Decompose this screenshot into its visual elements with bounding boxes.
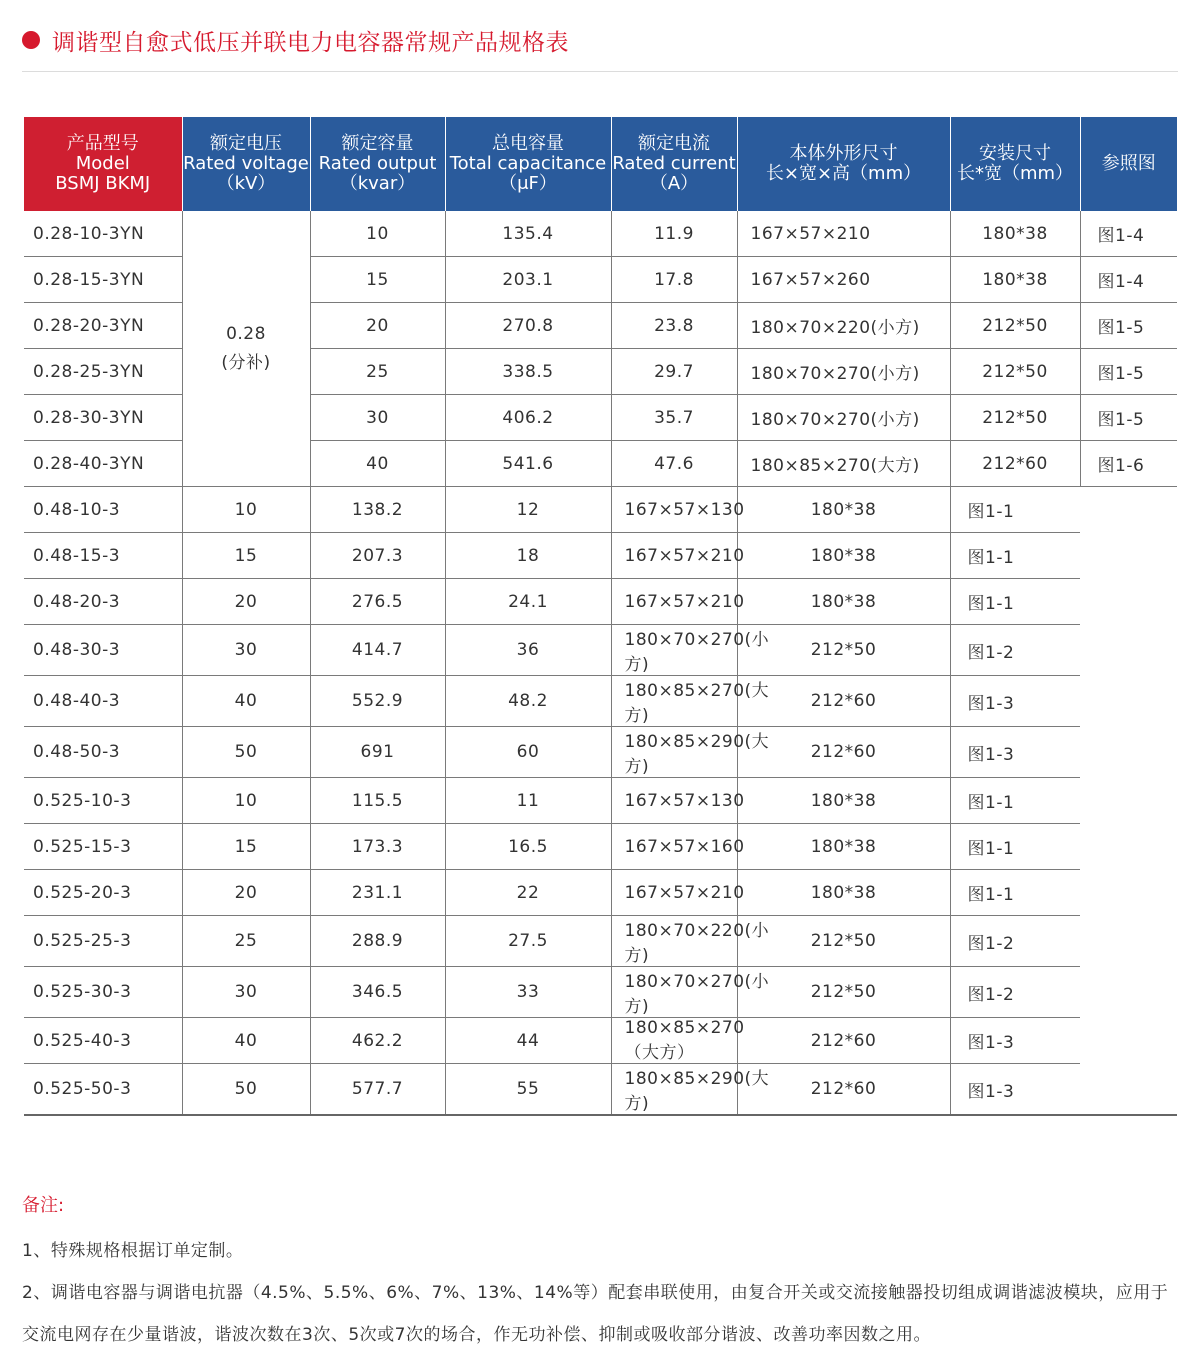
voltage-note: (分补) — [221, 352, 271, 373]
cell-total-capacitance: 173.3 — [310, 824, 445, 870]
table-body — [24, 211, 1177, 1115]
cell-install-size: 212*50 — [737, 625, 950, 676]
cell-ref-figure: 图1-1 — [950, 778, 1080, 824]
cell-body-size: 180×85×290(大方) — [611, 727, 737, 778]
cell-model: 0.28-25-3YN — [24, 349, 182, 395]
cell-rated-output: 25 — [310, 349, 445, 395]
cell-rated-current: 18 — [445, 533, 611, 579]
table-row — [24, 870, 1177, 916]
header-body-size: 本体外形尺寸 长×宽×高（mm） — [737, 117, 950, 211]
cell-rated-current: 17.8 — [611, 257, 737, 303]
cell-body-size: 180×70×270(小方) — [737, 395, 950, 441]
cell-rated-output: 20 — [182, 579, 310, 625]
cell-install-size: 180*38 — [950, 257, 1080, 303]
cell-body-size: 167×57×210 — [611, 579, 737, 625]
cell-model: 0.525-20-3 — [24, 870, 182, 916]
cell-install-size: 180*38 — [737, 824, 950, 870]
cell-rated-current: 48.2 — [445, 676, 611, 727]
cell-rated-current: 16.5 — [445, 824, 611, 870]
cell-body-size: 180×70×270(小方) — [611, 967, 737, 1018]
table-row — [24, 1064, 1177, 1116]
cell-model: 0.525-30-3 — [24, 967, 182, 1018]
cell-model: 0.525-40-3 — [24, 1018, 182, 1064]
cell-install-size: 180*38 — [737, 487, 950, 533]
cell-install-size: 180*38 — [737, 579, 950, 625]
cell-rated-output: 15 — [310, 257, 445, 303]
cell-install-size: 212*50 — [950, 395, 1080, 441]
cell-model: 0.525-25-3 — [24, 916, 182, 967]
table-row — [24, 778, 1177, 824]
table-row — [24, 625, 1177, 676]
cell-model: 0.28-40-3YN — [24, 441, 182, 487]
cell-rated-output: 30 — [182, 967, 310, 1018]
cell-total-capacitance: 276.5 — [310, 579, 445, 625]
cell-rated-current: 35.7 — [611, 395, 737, 441]
cell-model: 0.525-50-3 — [24, 1064, 182, 1116]
cell-model: 0.48-10-3 — [24, 487, 182, 533]
cell-ref-figure: 图1-6 — [1080, 441, 1177, 487]
cell-body-size: 180×70×220(小方) — [737, 303, 950, 349]
cell-body-size: 167×57×210 — [611, 870, 737, 916]
notes-title: 备注: — [22, 1195, 65, 1216]
cell-ref-figure: 图1-1 — [950, 487, 1080, 533]
cell-install-size: 212*60 — [737, 1018, 950, 1064]
cell-install-size: 212*60 — [737, 676, 950, 727]
cell-total-capacitance: 577.7 — [310, 1064, 445, 1116]
cell-body-size: 180×70×270(小方) — [611, 625, 737, 676]
cell-ref-figure: 图1-1 — [950, 870, 1080, 916]
cell-rated-output: 20 — [310, 303, 445, 349]
table-row — [24, 824, 1177, 870]
cell-rated-output: 15 — [182, 533, 310, 579]
cell-rated-current: 33 — [445, 967, 611, 1018]
cell-model: 0.28-15-3YN — [24, 257, 182, 303]
cell-total-capacitance: 414.7 — [310, 625, 445, 676]
cell-install-size: 180*38 — [737, 778, 950, 824]
cell-body-size: 180×70×220(小方) — [611, 916, 737, 967]
cell-model: 0.48-40-3 — [24, 676, 182, 727]
cell-install-size: 212*50 — [737, 967, 950, 1018]
header-model: 产品型号 Model BSMJ BKMJ — [24, 117, 182, 211]
table-row — [24, 533, 1177, 579]
cell-install-size: 212*50 — [950, 349, 1080, 395]
cell-rated-current: 60 — [445, 727, 611, 778]
cell-rated-current: 55 — [445, 1064, 611, 1116]
cell-rated-current: 47.6 — [611, 441, 737, 487]
header-rated-voltage: 额定电压 Rated voltage （kV） — [182, 117, 310, 211]
cell-rated-current: 36 — [445, 625, 611, 676]
cell-model: 0.28-20-3YN — [24, 303, 182, 349]
cell-install-size: 180*38 — [737, 870, 950, 916]
header-ref-figure: 参照图 — [1080, 117, 1177, 211]
table-header-row — [24, 117, 1177, 211]
cell-rated-current: 44 — [445, 1018, 611, 1064]
cell-install-size: 212*60 — [950, 441, 1080, 487]
cell-ref-figure: 图1-3 — [950, 676, 1080, 727]
table-row — [24, 211, 1177, 257]
cell-ref-figure: 图1-4 — [1080, 257, 1177, 303]
cell-rated-output: 40 — [310, 441, 445, 487]
cell-rated-current: 29.7 — [611, 349, 737, 395]
cell-body-size: 167×57×210 — [737, 211, 950, 257]
table-row — [24, 967, 1177, 1018]
note-item: 2、调谐电容器与调谐电抗器（4.5%、5.5%、6%、7%、13%、14%等）配套串联使用，由复合开关或交流接触器投切组成调谐滤波模块，应用于交流电网存在少量谐波，谐波次数在3次、5次或7次的场合，作无功补偿、抑制或吸收部分谐波、改善功率因数之用。 — [22, 1283, 1169, 1345]
cell-rated-voltage — [182, 211, 310, 487]
cell-body-size: 180×70×270(小方) — [737, 349, 950, 395]
cell-total-capacitance: 231.1 — [310, 870, 445, 916]
cell-total-capacitance: 203.1 — [445, 257, 611, 303]
cell-total-capacitance: 138.2 — [310, 487, 445, 533]
cell-ref-figure: 图1-1 — [950, 579, 1080, 625]
cell-rated-current: 27.5 — [445, 916, 611, 967]
cell-install-size: 212*50 — [950, 303, 1080, 349]
cell-rated-output: 40 — [182, 676, 310, 727]
cell-rated-output: 20 — [182, 870, 310, 916]
header-rated-output: 额定容量 Rated output （kvar） — [310, 117, 445, 211]
cell-install-size: 212*60 — [737, 727, 950, 778]
cell-ref-figure: 图1-5 — [1080, 303, 1177, 349]
cell-rated-output: 15 — [182, 824, 310, 870]
cell-model: 0.28-10-3YN — [24, 211, 182, 257]
cell-ref-figure: 图1-4 — [1080, 211, 1177, 257]
cell-total-capacitance: 338.5 — [445, 349, 611, 395]
cell-total-capacitance: 346.5 — [310, 967, 445, 1018]
cell-rated-output: 50 — [182, 1064, 310, 1116]
bullet-dot-icon — [22, 31, 40, 49]
cell-body-size: 180×85×270（大方） — [611, 1018, 737, 1064]
cell-total-capacitance: 691 — [310, 727, 445, 778]
cell-model: 0.525-10-3 — [24, 778, 182, 824]
cell-rated-output: 10 — [182, 778, 310, 824]
cell-body-size: 180×85×270(大方) — [737, 441, 950, 487]
table-row — [24, 579, 1177, 625]
cell-rated-current: 24.1 — [445, 579, 611, 625]
cell-rated-output: 30 — [310, 395, 445, 441]
notes-section — [22, 1190, 1182, 1356]
cell-ref-figure: 图1-5 — [1080, 395, 1177, 441]
cell-rated-current: 12 — [445, 487, 611, 533]
cell-body-size: 167×57×160 — [611, 824, 737, 870]
cell-model: 0.48-15-3 — [24, 533, 182, 579]
table-row — [24, 916, 1177, 967]
cell-model: 0.48-30-3 — [24, 625, 182, 676]
cell-total-capacitance: 135.4 — [445, 211, 611, 257]
cell-rated-output: 30 — [182, 625, 310, 676]
cell-rated-output: 25 — [182, 916, 310, 967]
cell-rated-output: 10 — [182, 487, 310, 533]
cell-rated-output: 50 — [182, 727, 310, 778]
cell-model: 0.48-50-3 — [24, 727, 182, 778]
cell-install-size: 212*60 — [737, 1064, 950, 1116]
table-row — [24, 1018, 1177, 1064]
table-row — [24, 727, 1177, 778]
cell-ref-figure: 图1-2 — [950, 916, 1080, 967]
title-bar — [22, 22, 569, 58]
cell-model: 0.28-30-3YN — [24, 395, 182, 441]
voltage-value: 0.28 — [226, 323, 266, 344]
cell-ref-figure: 图1-1 — [950, 824, 1080, 870]
cell-ref-figure: 图1-2 — [950, 625, 1080, 676]
header-rated-current: 额定电流 Rated current （A） — [611, 117, 737, 211]
table-row — [24, 487, 1177, 533]
cell-model: 0.525-15-3 — [24, 824, 182, 870]
cell-total-capacitance: 406.2 — [445, 395, 611, 441]
table-row — [24, 676, 1177, 727]
cell-rated-current: 11 — [445, 778, 611, 824]
cell-total-capacitance: 207.3 — [310, 533, 445, 579]
cell-total-capacitance: 115.5 — [310, 778, 445, 824]
header-install-size: 安装尺寸 长*宽（mm） — [950, 117, 1080, 211]
cell-ref-figure: 图1-5 — [1080, 349, 1177, 395]
header-total-capacitance: 总电容量 Total capacitance （μF） — [445, 117, 611, 211]
cell-rated-current: 23.8 — [611, 303, 737, 349]
cell-ref-figure: 图1-3 — [950, 727, 1080, 778]
cell-rated-output: 10 — [310, 211, 445, 257]
note-item: 1、特殊规格根据订单定制。 — [22, 1241, 244, 1261]
spec-table — [24, 117, 1177, 1116]
cell-install-size: 212*50 — [737, 916, 950, 967]
cell-ref-figure: 图1-1 — [950, 533, 1080, 579]
cell-ref-figure: 图1-2 — [950, 967, 1080, 1018]
cell-rated-current: 22 — [445, 870, 611, 916]
cell-install-size: 180*38 — [737, 533, 950, 579]
cell-ref-figure: 图1-3 — [950, 1018, 1080, 1064]
cell-body-size: 167×57×210 — [611, 533, 737, 579]
cell-body-size: 167×57×130 — [611, 778, 737, 824]
title-divider — [22, 71, 1178, 72]
cell-rated-output: 40 — [182, 1018, 310, 1064]
cell-body-size: 167×57×260 — [737, 257, 950, 303]
cell-total-capacitance: 552.9 — [310, 676, 445, 727]
cell-total-capacitance: 462.2 — [310, 1018, 445, 1064]
cell-model: 0.48-20-3 — [24, 579, 182, 625]
cell-body-size: 180×85×290(大方) — [611, 1064, 737, 1116]
cell-ref-figure: 图1-3 — [950, 1064, 1080, 1116]
cell-body-size: 167×57×130 — [611, 487, 737, 533]
page-title: 调谐型自愈式低压并联电力电容器常规产品规格表 — [52, 29, 569, 56]
cell-total-capacitance: 541.6 — [445, 441, 611, 487]
cell-rated-current: 11.9 — [611, 211, 737, 257]
cell-total-capacitance: 270.8 — [445, 303, 611, 349]
cell-body-size: 180×85×270(大方) — [611, 676, 737, 727]
cell-total-capacitance: 288.9 — [310, 916, 445, 967]
cell-install-size: 180*38 — [950, 211, 1080, 257]
